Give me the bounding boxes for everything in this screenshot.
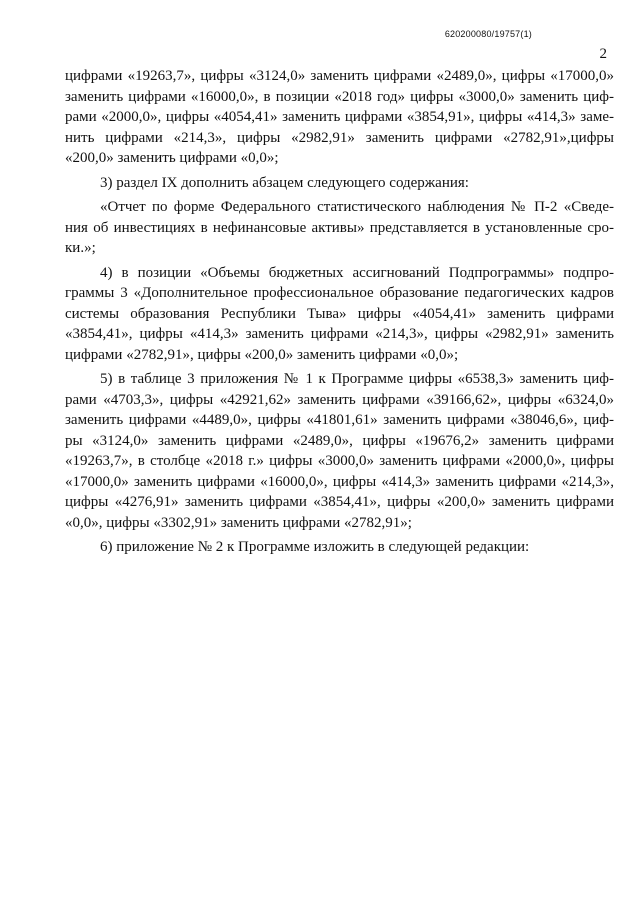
text-line: «3854,41», цифры «414,3» заменить цифрами «214,3», цифры «2982,91» заменить: [65, 326, 614, 342]
document-body: [65, 66, 614, 562]
text-line: цифры «4276,91» заменить цифрами «3854,41», цифры «200,0» заменить цифрами: [65, 494, 614, 510]
text-line: рами «4703,3», цифры «42921,62» заменить цифрами «39166,62», цифры «6324,0»: [65, 391, 614, 408]
text-line: граммы 3 «Дополнительное профессиональное образование педагогических кадров: [65, 285, 614, 301]
text-line: заменить цифрами «16000,0», в позиции «2018 год» цифры «3000,0» заменить циф-: [65, 88, 614, 105]
paragraph-continuation: [65, 66, 614, 169]
text-line: ния об инвестициях в нефинансовые активы» представляется в установленные сро-: [65, 219, 614, 236]
text-line: ки.»;: [65, 240, 96, 256]
paragraph-item-3: [65, 173, 614, 194]
text-line: ры «3124,0» заменить цифрами «2489,0», цифры «19676,2» заменить цифрами: [65, 432, 614, 449]
text-line: 4) в позиции «Объемы бюджетных ассигнований Подпрограммы» подпро-: [100, 264, 614, 281]
paragraph-quote: [65, 197, 614, 259]
text-line: цифрами «2782,91», цифры «200,0» заменить цифрами «0,0»;: [65, 346, 459, 363]
text-line: «0,0», цифры «3302,91» заменить цифрами «2782,91»;: [65, 514, 412, 531]
text-line: «200,0» заменить цифрами «0,0»;: [65, 150, 279, 166]
text-line: заменить цифрами «4489,0», цифры «41801,61» заменить цифрами «38046,6», циф-: [65, 412, 614, 428]
text-line: «17000,0» заменить цифрами «16000,0», цифры «414,3» заменить цифрами «214,3»,: [65, 473, 614, 490]
document-id: 620200080/19757(1): [444, 29, 532, 39]
paragraph-item-4: [65, 263, 614, 366]
text-line: «19263,7», в столбце «2018 г.» цифры «3000,0» заменить цифрами «2000,0», цифры: [65, 453, 614, 469]
paragraph-item-6: [65, 537, 614, 558]
text-line: «Отчет по форме Федерального статистического наблюдения № П-2 «Сведе-: [100, 199, 614, 215]
text-line: рами «2000,0», цифры «4054,41» заменить цифрами «3854,91», цифры «414,3» заме-: [65, 109, 614, 125]
text-line: 5) в таблице 3 приложения № 1 к Программе цифры «6538,3» заменить циф-: [100, 371, 614, 387]
text-line: 3) раздел IX дополнить абзацем следующего содержания:: [100, 174, 469, 191]
text-line: 6) приложение № 2 к Программе изложить в следующей редакции:: [100, 539, 530, 555]
paragraph-item-5: [65, 369, 614, 533]
text-line: нить цифрами «214,3», цифры «2982,91» заменить цифрами «2782,91»,цифры: [65, 129, 614, 146]
text-line: системы образования Республики Тыва» цифры «4054,41» заменить цифрами: [65, 305, 614, 322]
text-line: цифрами «19263,7», цифры «3124,0» заменить цифрами «2489,0», цифры «17000,0»: [65, 68, 614, 84]
page-number: 2: [599, 46, 607, 62]
